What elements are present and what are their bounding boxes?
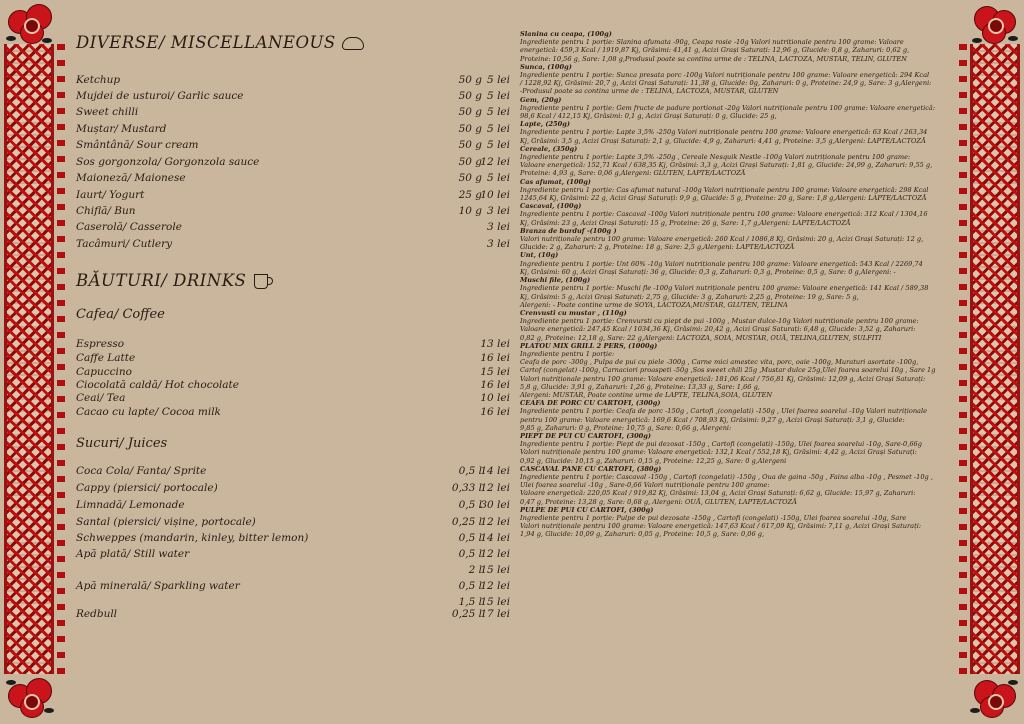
item-price: 5 lei — [487, 74, 510, 86]
subsection-title-juices: Sucuri/ Juices — [76, 436, 168, 451]
nutrition-line: Proteine: 10,56 g, Sare: 1,08 g,Produsul poate sa contina urme de : TELINA, LACTOZA, MUSTAR, TELIN, GLUTEN — [520, 54, 907, 63]
nutrition-line: Proteine: 4,93 g, Sare: 0,06 g,Alergeni: GLUTEN, LAPTE/LACTOZĂ — [520, 169, 746, 178]
item-price: 12 lei — [480, 516, 510, 528]
nutrition-line: Ingrediente pentru 1 porție: Piept de pui dezosat -150g , Cartofi (congelati) -150g, Ulei foarea soarelui -10g, Sare-0,66g — [520, 440, 922, 449]
menu-item — [76, 106, 508, 120]
menu-item — [76, 465, 508, 479]
nutrition-line: Ulei foarea soarelui -10g , Sare-0,66 Valori nutriționale pentru 100 grame: — [520, 481, 770, 490]
nutrition-line: Valori nutriționale pentru 100 grame: Valoare energetică: 147,63 Kcal / 617,09 Kj, Grăsimi: 7,11 g, Acizi Grași Saturați: — [520, 522, 922, 531]
item-price: 14 lei — [480, 532, 510, 544]
nutrition-line: PIEPT DE PUI CU CARTOFI, (300g) — [520, 431, 651, 440]
menu-item — [76, 608, 508, 622]
nutrition-line: Alergeni: MUSTAR, Poate contine urme de LAPTE, TELINA,SOIA, GLUTEN — [520, 390, 773, 399]
nutrition-line: Ingrediente pentru 1 porție: Cas afumat natural -100g Valori nutriționale pentru 100 grame: Valoare energetică: 298 Kcal — [520, 185, 929, 194]
item-price: 5 lei — [487, 172, 510, 184]
item-price: 10 lei — [480, 392, 510, 404]
item-price: 3 lei — [487, 205, 510, 217]
item-name: Chiflă/ Bun — [76, 205, 136, 217]
nutrition-line: Unt, (10g) — [520, 251, 559, 260]
item-name: Ceai/ Tea — [76, 392, 126, 404]
nutrition-line: Ingrediente pentru 1 porție: Slanina afumata -90g, Ceapa rosie -10g Valori nutriționale pentru 100 grame: Valoare — [520, 38, 904, 47]
menu-item — [76, 74, 508, 88]
nutrition-line: Ingrediente pentru 1 porție: Ceafa de porc -150g , Cartofi ,(congelati) -150g , Ulei foarea soarelui -10g Valori nutriționale — [520, 407, 928, 416]
nutrition-line: Ceafa de porc -300g , Pulpa de pui cu piele -300g , Carne mici amestec vita, porc, oaie -100g, Muraturi asortate -100g, — [520, 358, 919, 367]
item-price: 5 lei — [487, 106, 510, 118]
menu-item — [76, 352, 508, 366]
folk-border-right — [970, 44, 1020, 674]
item-name: Coca Cola/ Fanta/ Sprite — [76, 465, 207, 477]
item-qty: 0,5 l — [458, 532, 482, 544]
item-price: 12 lei — [480, 580, 510, 592]
item-name: Tacâmuri/ Cutlery — [76, 238, 173, 250]
nutrition-line: 98,6 Kcal / 412,15 Kj, Grăsimi: 0,1 g, Acizi Grași Saturați: 0 g, Glucide: 25 g, — [520, 112, 777, 121]
item-price: 17 lei — [480, 608, 510, 620]
menu-item — [76, 532, 508, 546]
item-name: Sweet chilli — [76, 106, 139, 118]
folk-border-left — [4, 44, 54, 674]
menu-item — [76, 221, 508, 235]
item-price: 16 lei — [480, 406, 510, 418]
nutrition-line: Glucide: 2 g, Zaharuri: 2 g, Proteine: 18 g, Sare: 2,5 g,Alergeni: LAPTE/LACTOZĂ — [520, 243, 795, 252]
nutrition-line: 1245,64 Kj, Grăsimi: 22 g, Acizi Grași Saturați: 9,9 g, Glucide: 5 g, Proteine: 20 g, Sare: 1,8 g,Alergeni: LAPTE/LACTOZĂ — [520, 194, 927, 203]
nutrition-line: Valoare energetică: 220,05 Kcal / 919,82 Kj, Grăsimi: 13,04 g, Acizi Grași Saturați: 6,62 g, Glucide: 15,97 g, Zaharuri: — [520, 489, 916, 498]
item-name: Iaurt/ Yogurt — [76, 189, 145, 201]
nutrition-line: Slanina cu ceapa, (100g) — [520, 30, 612, 38]
item-price: 16 lei — [480, 379, 510, 391]
item-name: Muștar/ Mustard — [76, 123, 167, 135]
nutrition-info-column — [520, 30, 960, 680]
item-price: 12 lei — [480, 548, 510, 560]
nutrition-line: Ingrediente pentru 1 porție: Crenvursti cu piept de pui -100g , Mustar dulce-10g Valori nutriționale pentru 100 grame: — [520, 317, 919, 326]
item-price: 3 lei — [487, 221, 510, 233]
item-qty: 0,33 l — [451, 482, 482, 494]
nutrition-line: Valori nutriționale pentru 100 grame: Valoare energetică: 260 Kcal / 1086,8 Kj, Grăsimi: 20 g, Acizi Grași Saturați: 12 g, — [520, 235, 924, 244]
section-title-miscellaneous — [76, 33, 364, 52]
nutrition-line: Cas afumat, (100g) — [520, 177, 591, 186]
menu-item — [76, 580, 508, 594]
menu-item — [76, 156, 508, 170]
item-name: Caserolă/ Casserole — [76, 221, 182, 233]
item-name: Sos gorgonzola/ Gorgonzola sauce — [76, 156, 260, 168]
menu-item — [76, 379, 508, 393]
menu-left-column — [72, 0, 512, 724]
item-qty: 0,5 l — [458, 580, 482, 592]
item-name: Caffe Latte — [76, 352, 136, 364]
menu-item — [76, 123, 508, 137]
item-price: 5 lei — [487, 139, 510, 151]
menu-item — [76, 366, 508, 380]
folk-flower-icon — [6, 678, 54, 722]
nutrition-line: Cartof (congelat) -100g, Carnaciori proaspeti -50g ,Sos sweet chili 25g ,Mustar dulce 25g,Ulei foarea soarelui 10g , Sare 1g — [520, 366, 936, 375]
item-qty: 50 g — [458, 123, 482, 135]
nutrition-line: CASCAVAL PANE CU CARTOFI, (380g) — [520, 464, 662, 473]
item-price: 30 lei — [480, 499, 510, 511]
nutrition-line: Branza de burduf -(100g ) — [520, 226, 617, 235]
nutrition-line: Ingrediente pentru 1 porție: Cascaval -100g Valori nutriționale pentru 100 grame: Valoare energetică: 312 Kcal / 1304,16 — [520, 210, 928, 219]
item-price: 13 lei — [480, 338, 510, 350]
nutrition-line: Ingrediente pentru 1 porție: Unt 60% -10g Valori nutriționale pentru 100 grame: Valoare energetică: 543 Kcal / 2269,74 — [520, 259, 923, 268]
item-qty: 0,25 l — [451, 608, 482, 620]
nutrition-line: Ingrediente pentru 1 porție: Gem fructe de padure portionat -20g Valori nutriționale pentru 100 grame: Valoare energetică: — [520, 103, 936, 112]
item-qty: 50 g — [458, 156, 482, 168]
nutrition-line: Kj, Grăsimi: 60 g, Acizi Grași Saturați: 36 g, Glucide: 0,3 g, Zaharuri: 0,3 g, Proteine: 0,5 g, Sare: 0 g,Alergeni: - — [520, 267, 896, 276]
nutrition-line: Crenvusti cu mustar , (110g) — [520, 308, 627, 317]
item-name: Cacao cu lapte/ Cocoa milk — [76, 406, 221, 418]
item-price: 12 lei — [480, 156, 510, 168]
item-name: Apă plată/ Still water — [76, 548, 190, 560]
nutrition-line: Valori nutriționale pentru 100 grame: Valoare energetică: 132,1 Kcal / 552,18 Kj, Grăsimi: 4,42 g, Acizi Grași Saturați: — [520, 448, 917, 457]
item-price: 3 lei — [487, 238, 510, 250]
item-name: Schweppes (mandarin, kinley, bitter lemon) — [76, 532, 309, 544]
subsection-title-coffee: Cafea/ Coffee — [76, 307, 165, 322]
nutrition-line: 5,8 g, Glucide: 3,91 g, Zaharuri: 1,26 g, Proteine: 13,33 g, Sare: 1,66 g, — [520, 382, 760, 391]
nutrition-line: Lapte, (250g) — [520, 120, 570, 129]
item-name: Ciocolată caldă/ Hot chocolate — [76, 379, 239, 391]
nutrition-line: Ingrediente pentru 1 porție: Pulpe de pui dezosate -150g , Cartofi (congelati) -150g, Ulei foarea soarelui -10g, Sare — [520, 513, 907, 522]
section-title-text: BĂUTURI/ DRINKS — [76, 271, 247, 290]
nutrition-line: Kj, Grăsimi: 5 g, Acizi Grași Saturați: 2,75 g, Glucide: 3 g, Zaharuri: 2,25 g, Proteine: 19 g, Sare: 5 g, — [520, 292, 859, 301]
item-qty: 50 g — [458, 74, 482, 86]
menu-item — [76, 338, 508, 352]
item-name: Espresso — [76, 338, 125, 350]
item-name: Capuccino — [76, 366, 132, 378]
coffee-cup-icon — [254, 274, 268, 289]
nutrition-line: -Produsul poate sa contina urme de : TELINA, LACTOZA, MUSTAR, GLUTEN — [520, 87, 779, 96]
item-qty: 0,5 l — [458, 465, 482, 477]
menu-item — [76, 205, 508, 219]
nutrition-line: Valoare energetică: 247,45 Kcal / 1034,36 Kj, Grăsimi: 20,42 g, Acizi Grași Saturați: 6,48 g, Glucide: 3,52 g, Zaharuri: — [520, 325, 916, 334]
menu-item — [76, 564, 508, 578]
nutrition-line: energetică: 459,3 Kcal / 1919,87 Kj, Grăsimi: 41,41 g, Acizi Grași Saturați: 12,96 g, Glucide: 0,8 g, Zaharuri: 0,62 g, — [520, 46, 910, 55]
nutrition-line: Ingrediente pentru 1 porție: Lapte 3,5% -250g Valori nutriționale pentru 100 grame: Valoare energetică: 63 Kcal / 263,34 — [520, 128, 928, 137]
menu-item — [76, 172, 508, 186]
folk-flower-icon — [6, 2, 54, 46]
nutrition-line: Alergeni: - Poate contine urme de SOYA, LACTOZA,MUSTAR, GLUTEN, TELINA — [520, 300, 788, 309]
nutrition-line: Ingrediente pentru 1 porție: Muschi fle -100g Valori nutriționale pentru 100 grame: Valoare energetică: 141 Kcal / 589,38 — [520, 284, 929, 293]
nutrition-line: Ingrediente pentru 1 porție: Cascaval -150g , Cartofi (congelati) -150g , Oua de gaina -50g , Faina alba -10g , Pesmet -10g , — [520, 472, 933, 481]
nutrition-line: Cascaval, (100g) — [520, 202, 582, 211]
menu-item — [76, 90, 508, 104]
item-name: Limnadă/ Lemonade — [76, 499, 185, 511]
menu-item — [76, 238, 508, 252]
nutrition-line: Kj, Grăsimi: 3,5 g, Acizi Grași Saturați: 2,1 g, Glucide: 4,9 g, Zaharuri: 4,41 g, Proteine: 3,5 g,Alergeni: LAPTE/LACTOZĂ — [520, 136, 926, 145]
menu-item — [76, 189, 508, 203]
item-price: 5 lei — [487, 123, 510, 135]
menu-item — [76, 392, 508, 406]
item-price: 15 lei — [480, 564, 510, 576]
folk-flower-icon — [970, 678, 1018, 722]
item-price: 10 lei — [480, 189, 510, 201]
nutrition-line: Valoare energetică: 152,71 Kcal / 638,35 Kj, Grăsimi: 3,3 g, Acizi Grași Saturați: 1,81 g, Glucide: 24,99 g, Zaharuri: 9,55 g, — [520, 161, 933, 170]
menu-item — [76, 139, 508, 153]
item-name: Cappy (piersici/ portocale) — [76, 482, 218, 494]
nutrition-line: pentru 100 grame: Valoare energetică: 169,6 Kcal / 708,93 Kj, Grăsimi: 9,27 g, Acizi Grași Saturați: 3,1 g, Glucide: — [520, 415, 905, 424]
nutrition-line: Gem, (20g) — [520, 95, 562, 104]
item-qty: 10 g — [458, 205, 482, 217]
nutrition-line: 1,94 g, Glucide: 10,09 g, Zaharuri: 0,05 g, Proteine: 10,5 g, Sare: 0,06 g, — [520, 530, 765, 539]
nutrition-line: Ingrediente pentru 1 porție: — [520, 349, 615, 358]
item-price: 15 lei — [480, 596, 510, 608]
border-dots — [57, 44, 65, 674]
item-qty: 50 g — [458, 172, 482, 184]
nutrition-line: Cereale, (350g) — [520, 144, 578, 153]
item-qty: 0,5 l — [458, 548, 482, 560]
section-title-text: DIVERSE/ MISCELLANEOUS — [76, 33, 336, 52]
nutrition-line: PULPE DE PUI CU CARTOFI, (300g) — [520, 505, 654, 514]
item-qty: 50 g — [458, 90, 482, 102]
item-qty: 1,5 l — [458, 596, 482, 608]
item-name: Ketchup — [76, 74, 121, 86]
menu-item — [76, 499, 508, 513]
item-name: Maioneză/ Maionese — [76, 172, 186, 184]
bread-icon — [342, 37, 364, 50]
item-price: 16 lei — [480, 352, 510, 364]
folk-flower-icon — [970, 2, 1018, 46]
nutrition-line: / 1228,92 Kj, Grăsimi: 20,7 g, Acizi Grași Saturați: 11,38 g, Glucide: 0g, Zaharuri: 0 g, Proteine: 24,9 g, Sare: 3 g,Alergeni: — [520, 79, 932, 88]
item-name: Apă minerală/ Sparkling water — [76, 580, 240, 592]
nutrition-line: PLATOU MIX GRILL 2 PERS, (1000g) — [520, 341, 658, 350]
nutrition-line: 0,82 g, Proteine: 12,18 g, Sare: 22 g,Alergeni: LACTOZA, SOIA, MUSTAR, OUĂ, TELINA,GLUTEN, SULFITI — [520, 333, 882, 342]
item-qty: 25 g — [458, 189, 482, 201]
item-name: Smântână/ Sour cream — [76, 139, 199, 151]
nutrition-line: 0,47 g, Proteine: 13,28 g, Sare: 0,68 g, Alergeni: OUĂ, GLUTEN, LAPTE/LACTOZĂ — [520, 497, 797, 506]
item-price: 15 lei — [480, 366, 510, 378]
item-qty: 50 g — [458, 139, 482, 151]
nutrition-line: 9,85 g, Zaharuri: 0 g, Proteine: 10,75 g, Sare: 0,66 g, Alergeni: — [520, 423, 732, 432]
item-name: Redbull — [76, 608, 118, 620]
item-name: Mujdei de usturoi/ Garlic sauce — [76, 90, 244, 102]
nutrition-line: Ingrediente pentru 1 porție: Lapte 3,5% -250g , Cereale Nesquik Nestle -100g Valori nutriționale pentru 100 grame: — [520, 153, 911, 162]
item-qty: 0,25 l — [451, 516, 482, 528]
nutrition-line: Ingrediente pentru 1 porție: Sunca presata porc -100g Valori nutriționale pentru 100 grame: Valoare energetică: 294 Kcal — [520, 71, 930, 80]
item-price: 5 lei — [487, 90, 510, 102]
nutrition-line: 0,92 g, Glucide: 10,15 g, Zaharuri: 0,15 g, Proteine: 12,25 g, Sare: 0 g,Alergeni — [520, 456, 787, 465]
menu-item — [76, 406, 508, 420]
nutrition-line: Valori nutriționale pentru 100 grame: Valoare energetică: 181,06 Kcal / 756,81 Kj, Grăsimi: 12,09 g, Acizi Grași Saturați: — [520, 374, 926, 383]
item-qty: 2 l — [468, 564, 482, 576]
section-title-drinks — [76, 271, 268, 290]
menu-item — [76, 516, 508, 530]
menu-item — [76, 482, 508, 496]
nutrition-line: CEAFA DE PORC CU CARTOFI, (300g) — [520, 399, 661, 408]
item-name: Santal (piersici/ vișine, portocale) — [76, 516, 256, 528]
item-qty: 50 g — [458, 106, 482, 118]
nutrition-line: Muschi file, (100g) — [520, 276, 591, 285]
item-price: 12 lei — [480, 482, 510, 494]
nutrition-line: Kj, Grăsimi: 23 g, Acizi Grași Saturați: 15 g, Proteine: 26 g, Sare: 1,7 g,Alergeni: LAPTE/LACTOZĂ — [520, 218, 851, 227]
border-dots — [959, 44, 967, 674]
nutrition-line: Sunca, (100g) — [520, 62, 572, 71]
menu-item — [76, 548, 508, 562]
item-price: 14 lei — [480, 465, 510, 477]
item-qty: 0,5 l — [458, 499, 482, 511]
